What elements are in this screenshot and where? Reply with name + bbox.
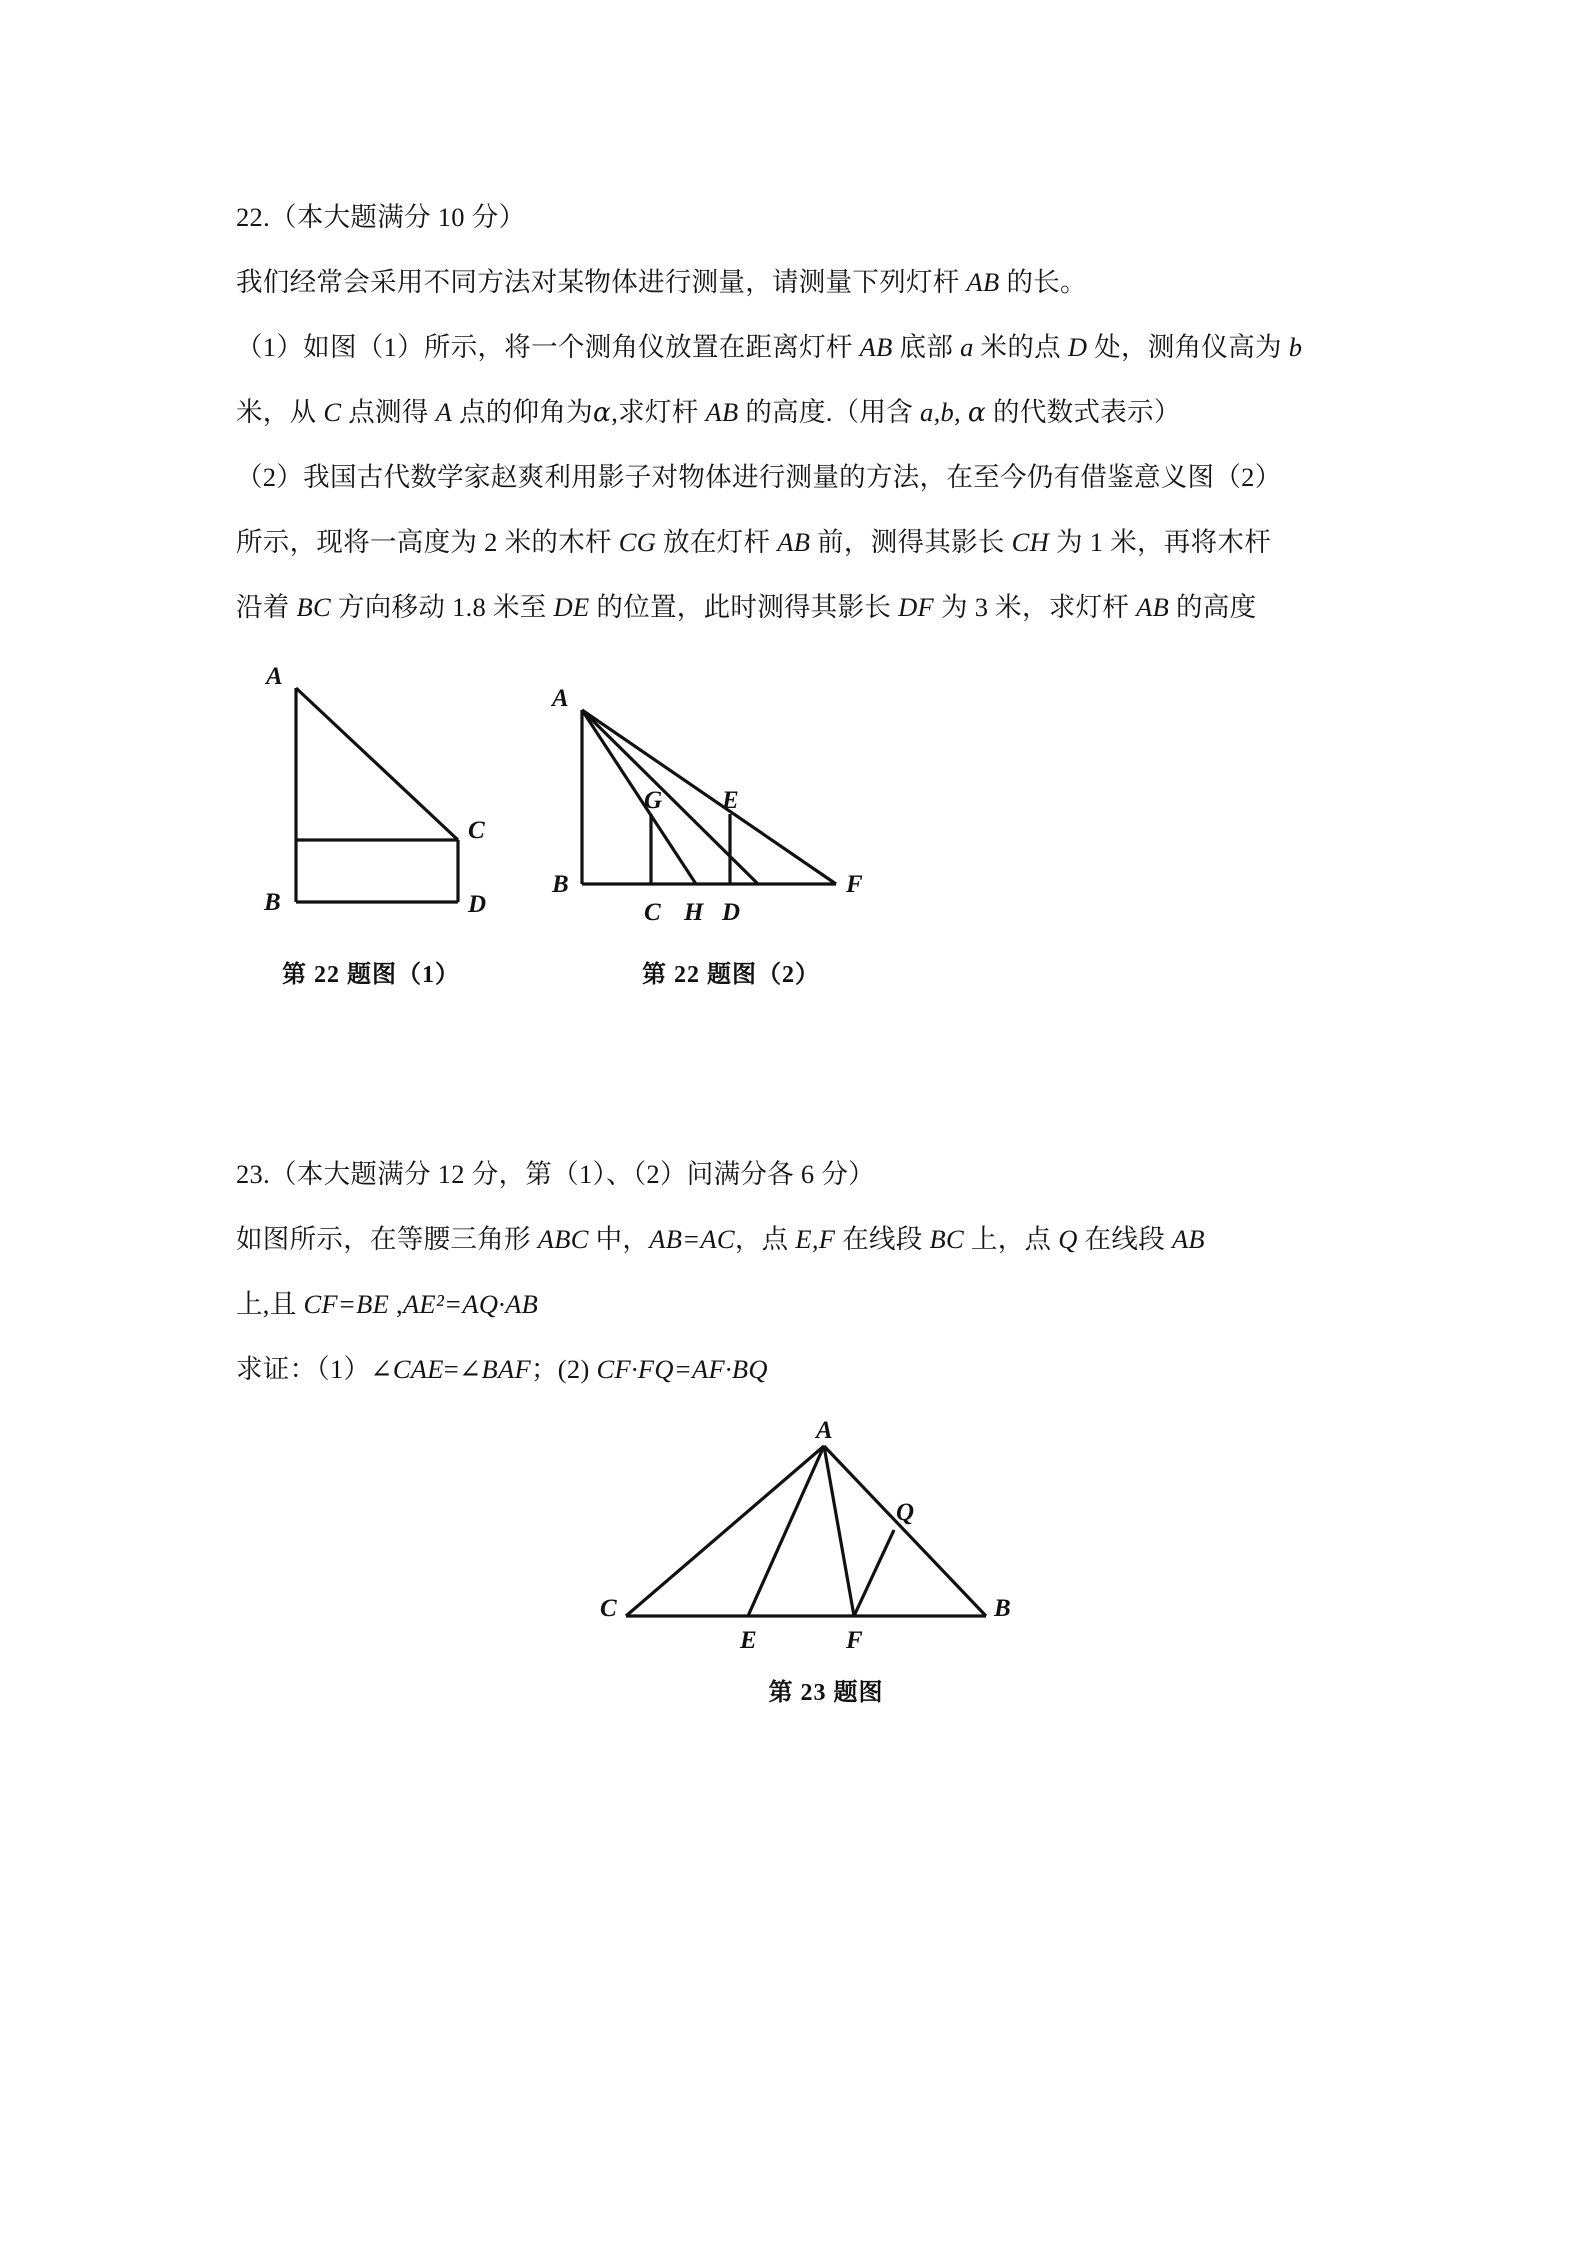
problem-22-part1-line2: 米，从 C 点测得 A 点的仰角为α,求灯杆 AB 的高度.（用含 a,b, α 的代数式表示）	[236, 397, 1181, 428]
figure-22-2-label-A: A	[552, 685, 569, 712]
figure-22-2-label-D: D	[722, 899, 741, 926]
figure-23-label-A: A	[816, 1420, 833, 1444]
problem-22-intro: 我们经常会采用不同方法对某物体进行测量，请测量下列灯杆 AB 的长。	[236, 267, 1087, 297]
figure-23-drawing	[586, 1420, 1066, 1670]
figure-22-2-label-H: H	[684, 899, 704, 926]
figure-23-label-Q: Q	[896, 1499, 915, 1526]
figure-22-1-label-A: A	[266, 663, 283, 690]
figure-22-1-label-D: D	[468, 891, 487, 918]
problem-22-figures	[236, 662, 1351, 1022]
problem-23-line1: 如图所示，在等腰三角形 ABC 中，AB=AC，点 E,F 在线段 BC 上，点 Q 在线段 AB	[236, 1224, 1205, 1254]
page-content	[236, 185, 1351, 1750]
problem-23-line3: 求证：（1）∠CAE=∠BAF；(2) CF·FQ=AF·BQ	[236, 1354, 768, 1384]
figure-22-1-label-C: C	[468, 817, 485, 844]
figure-22-2-caption: 第 22 题图（2）	[642, 962, 820, 988]
figure-22-1-drawing	[236, 662, 506, 952]
figure-22-2-label-B: B	[552, 871, 569, 898]
figure-22-2-label-G: G	[644, 787, 663, 814]
problem-22-part2-line1: （2）我国古代数学家赵爽利用影子对物体进行测量的方法，在至今仍有借鉴意义图（2）	[236, 462, 1282, 492]
problem-22-heading: 22.（本大题满分 10 分）	[236, 202, 526, 232]
problem-22-part1-line1: （1）如图（1）所示，将一个测角仪放置在距离灯杆 AB 底部 a 米的点 D 处，测角仪高为 b	[236, 332, 1303, 362]
figure-22-2-drawing	[536, 662, 926, 952]
figure-22-2-label-C: C	[644, 899, 661, 926]
figure-23-label-B: B	[994, 1595, 1011, 1622]
figure-23-label-C: C	[600, 1595, 617, 1622]
figure-22-2-label-E: E	[722, 787, 739, 814]
problem-23-figure-area	[236, 1420, 1351, 1750]
figure-23-label-E: E	[740, 1627, 757, 1654]
figure-22-2-label-F: F	[846, 871, 863, 898]
problem-22-part2-line2: 所示，现将一高度为 2 米的木杆 CG 放在灯杆 AB 前，测得其影长 CH 为 1 米，再将木杆	[236, 527, 1272, 557]
section-gap	[236, 1022, 1351, 1142]
problem-22-part2-line3: 沿着 BC 方向移动 1.8 米至 DE 的位置，此时测得其影长 DF 为 3 米，求灯杆 AB 的高度	[236, 592, 1257, 622]
figure-23	[586, 1420, 1066, 1707]
figure-22-2	[536, 662, 926, 989]
figure-23-caption: 第 23 题图	[768, 1680, 884, 1706]
figure-22-1	[236, 662, 506, 989]
figure-23-label-F: F	[846, 1627, 863, 1654]
problem-23-heading: 23.（本大题满分 12 分，第（1）、（2）问满分各 6 分）	[236, 1159, 875, 1189]
figure-22-1-label-B: B	[264, 889, 281, 916]
problem-23-line2: 上,且 CF=BE ,AE²=AQ·AB	[236, 1289, 539, 1319]
figure-22-1-caption: 第 22 题图（1）	[282, 962, 460, 988]
